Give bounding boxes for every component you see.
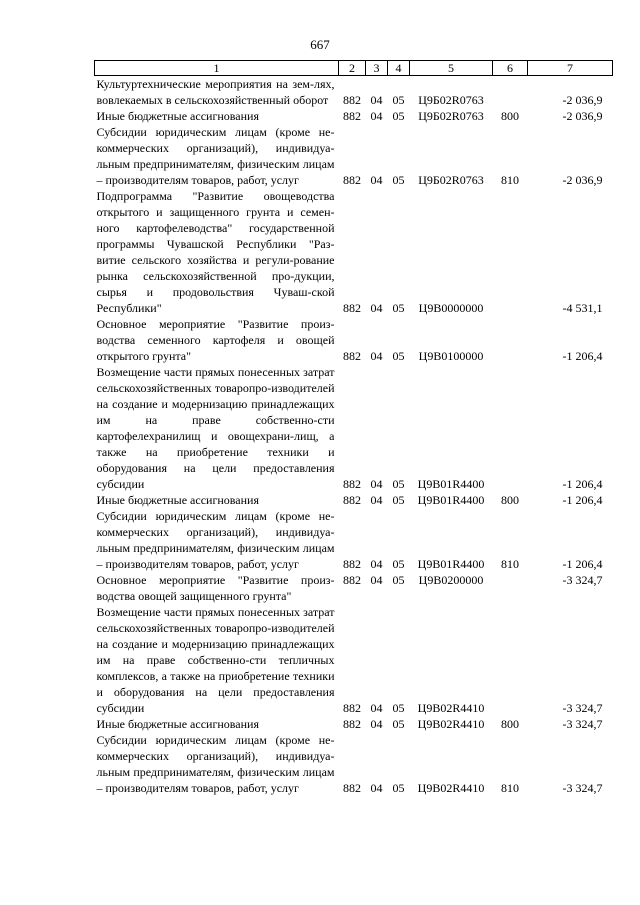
- section-code: 04: [370, 557, 383, 571]
- table-row: [95, 732, 613, 796]
- table-row: [95, 76, 613, 109]
- expense-type-code: 810: [501, 557, 519, 571]
- budget-table: [94, 60, 613, 796]
- amount: -3 324,7: [562, 573, 603, 587]
- row-name: Основное мероприятие "Развитие произ-водства семенного картофеля и овощей открытого грунта": [96, 317, 335, 363]
- ministry-code: 882: [343, 109, 361, 123]
- row-name: Иные бюджетные ассигнования: [96, 717, 259, 731]
- ministry-code: 882: [343, 781, 361, 795]
- subsection-code: 05: [392, 701, 405, 715]
- row-name: Возмещение части прямых понесенных затрат сельскохозяйственных товаропро-изводителей на создание и модернизацию принадлежащих им на праве собственно-сти тепличных комплексов, а также на приобретение техники и оборудования на цели предоставления субсидии: [96, 605, 335, 715]
- column-header-6: 6: [493, 61, 528, 76]
- ministry-code: 882: [343, 493, 361, 507]
- target-article-code: Ц9Б02R0763: [418, 109, 484, 123]
- expense-type-code: 800: [501, 493, 519, 507]
- table-row: [95, 492, 613, 508]
- table-header: [95, 61, 613, 76]
- section-code: 04: [370, 93, 383, 107]
- section-code: 04: [370, 109, 383, 123]
- ministry-code: 882: [343, 93, 361, 107]
- subsection-code: 05: [392, 109, 405, 123]
- target-article-code: Ц9В01R4400: [417, 477, 485, 491]
- row-name: Культуртехнические мероприятия на зем-лях, вовлекаемых в сельскохозяйственный оборот: [96, 77, 335, 107]
- subsection-code: 05: [392, 477, 405, 491]
- row-name: Иные бюджетные ассигнования: [96, 109, 259, 123]
- subsection-code: 05: [392, 573, 405, 587]
- target-article-code: Ц9В02R4410: [417, 701, 485, 715]
- column-header-7: 7: [528, 61, 613, 76]
- expense-type-code: [493, 188, 528, 316]
- ministry-code: 882: [343, 701, 361, 715]
- table-row: [95, 604, 613, 716]
- table-row: [95, 124, 613, 188]
- subsection-code: 05: [392, 349, 405, 363]
- ministry-code: 882: [343, 717, 361, 731]
- target-article-code: Ц9В01R4400: [417, 493, 485, 507]
- row-name: Основное мероприятие "Развитие произ-водства овощей защищенного грунта": [96, 573, 335, 603]
- row-name: Возмещение части прямых понесенных затрат сельскохозяйственных товаропро-изводителей на создание и модернизацию принадлежащих им на праве собственно-сти картофелехранилищ и овощехрани-лищ, а также на приобретение техники и оборудования на цели предоставления субсидии: [96, 365, 335, 491]
- subsection-code: 05: [392, 557, 405, 571]
- target-article-code: Ц9Б02R0763: [418, 93, 484, 107]
- ministry-code: 882: [343, 573, 361, 587]
- section-code: 04: [370, 701, 383, 715]
- section-code: 04: [370, 781, 383, 795]
- target-article-code: Ц9В01R4400: [417, 557, 485, 571]
- column-header-1: 1: [95, 61, 339, 76]
- table-row: [95, 364, 613, 492]
- target-article-code: Ц9В02R4410: [417, 717, 485, 731]
- table-row: [95, 188, 613, 316]
- subsection-code: 05: [392, 173, 405, 187]
- ministry-code: 882: [343, 349, 361, 363]
- page-number: 667: [310, 37, 330, 52]
- section-code: 04: [370, 349, 383, 363]
- amount: -1 206,4: [562, 477, 603, 491]
- row-name: Субсидии юридическим лицам (кроме не-коммерческих организаций), индивидуа-льным предпринимателям, физическим лицам – производителям товаров, работ, услуг: [96, 733, 335, 795]
- expense-type-code: [493, 364, 528, 492]
- subsection-code: 05: [392, 301, 405, 315]
- row-name: Субсидии юридическим лицам (кроме не-коммерческих организаций), индивидуа-льным предпринимателям, физическим лицам – производителям товаров, работ, услуг: [96, 509, 335, 571]
- amount: -3 324,7: [562, 701, 603, 715]
- ministry-code: 882: [343, 477, 361, 491]
- expense-type-code: 810: [501, 173, 519, 187]
- amount: -2 036,9: [562, 93, 603, 107]
- expense-type-code: [493, 316, 528, 364]
- target-article-code: Ц9В0000000: [418, 301, 484, 315]
- row-name: Иные бюджетные ассигнования: [96, 493, 259, 507]
- amount: -1 206,4: [562, 493, 603, 507]
- target-article-code: Ц9В0200000: [418, 573, 484, 587]
- amount: -4 531,1: [562, 301, 603, 315]
- row-name: Подпрограмма "Развитие овощеводства открытого и защищенного грунта и семен-ного картофелеводства" государственной программы Чувашской Республики "Раз-витие сельского хозяйства и регули-рование рынка сельскохозяйственной про-дукции, сырья и продовольствия Чуваш-ской Республики": [96, 189, 335, 315]
- subsection-code: 05: [392, 493, 405, 507]
- expense-type-code: [493, 76, 528, 109]
- ministry-code: 882: [343, 301, 361, 315]
- table-row: [95, 316, 613, 364]
- amount: -3 324,7: [562, 781, 603, 795]
- expense-type-code: 800: [501, 717, 519, 731]
- table-body: [95, 76, 613, 797]
- expense-type-code: 800: [501, 109, 519, 123]
- amount: -1 206,4: [562, 349, 603, 363]
- expense-type-code: [493, 604, 528, 716]
- section-code: 04: [370, 173, 383, 187]
- amount: -1 206,4: [562, 557, 603, 571]
- column-header-3: 3: [366, 61, 388, 76]
- column-header-5: 5: [410, 61, 493, 76]
- row-name: Субсидии юридическим лицам (кроме не-коммерческих организаций), индивидуа-льным предпринимателям, физическим лицам – производителям товаров, работ, услуг: [96, 125, 335, 187]
- table-row: [95, 716, 613, 732]
- subsection-code: 05: [392, 717, 405, 731]
- section-code: 04: [370, 301, 383, 315]
- ministry-code: 882: [343, 557, 361, 571]
- expense-type-code: 810: [501, 781, 519, 795]
- section-code: 04: [370, 717, 383, 731]
- amount: -2 036,9: [562, 109, 603, 123]
- table-row: [95, 508, 613, 572]
- amount: -2 036,9: [562, 173, 603, 187]
- table-row: [95, 572, 613, 604]
- section-code: 04: [370, 573, 383, 587]
- expense-type-code: [493, 572, 528, 604]
- target-article-code: Ц9Б02R0763: [418, 173, 484, 187]
- section-code: 04: [370, 477, 383, 491]
- section-code: 04: [370, 493, 383, 507]
- header-row: [95, 61, 613, 76]
- table-row: [95, 108, 613, 124]
- column-header-2: 2: [339, 61, 366, 76]
- target-article-code: Ц9В0100000: [418, 349, 484, 363]
- subsection-code: 05: [392, 93, 405, 107]
- subsection-code: 05: [392, 781, 405, 795]
- ministry-code: 882: [343, 173, 361, 187]
- amount: -3 324,7: [562, 717, 603, 731]
- target-article-code: Ц9В02R4410: [417, 781, 485, 795]
- column-header-4: 4: [388, 61, 410, 76]
